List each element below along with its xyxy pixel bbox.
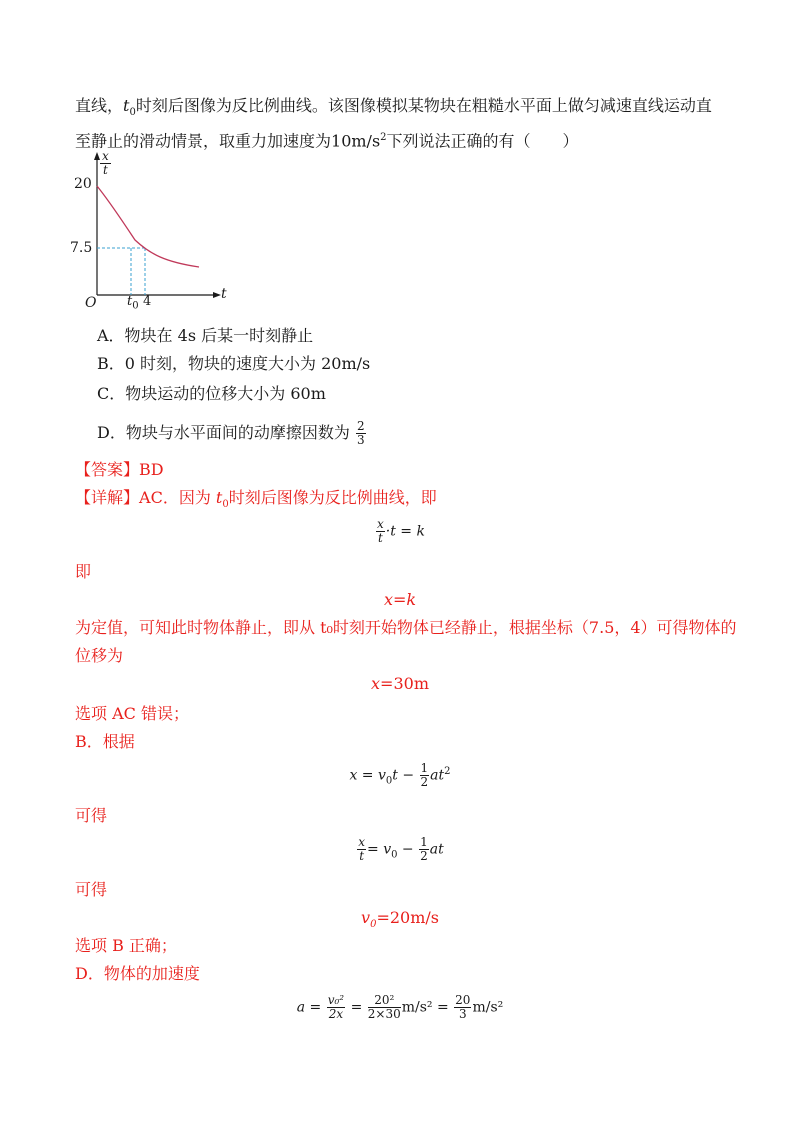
question-line-2: 至静止的滑动情景，取重力加速度为$10m/s^2$下列说法正确的有（ ） [75, 131, 579, 151]
option-a: A．物块在 4s 后某一时刻静止 [97, 326, 314, 345]
equation-4: $x = v_0t$ − $\frac{1}{2}$ $at^2$ [349, 761, 451, 789]
y-tick-7.5: 7.5 [70, 240, 93, 256]
x-axis-label: t [221, 286, 227, 302]
explain-line-8: D．物体的加速度 [75, 964, 200, 983]
equation-5: $\frac{x}{t}$ = $v_0$ − $\frac{1}{2}$ at [358, 835, 444, 863]
equation-2: x=k [383, 590, 417, 609]
option-d-fraction: $\frac{2}{3}$ [356, 419, 365, 447]
equation-7: a = $\frac{\text{v₀²}}{2x}$ = $\frac{\text{20²}}{2\times 30}$ m/s² = $\frac{20}{3}$ m/s² [296, 993, 504, 1021]
xt-graph [65, 150, 235, 310]
x-tick-4: 4 [143, 294, 152, 309]
explain-kede-1: 可得 [75, 806, 108, 825]
equation-6: $v_0=20m/s$ [361, 908, 439, 931]
x-axis-arrow [213, 292, 221, 298]
equation-1: $\frac{x}{t}$ ·t = k [377, 517, 425, 545]
explain-line-3: 为定值，可知此时物体静止，即从 t₀时刻开始物体已经静止，根据坐标（7.5，4）可得物体的 [75, 618, 737, 637]
explain-line-5: 选项 AC 错误； [75, 704, 189, 723]
graph-svg [65, 150, 235, 310]
y-tick-20: 20 [74, 176, 92, 192]
question-line-1: 直线，$t_0$时刻后图像为反比例曲线。该图像模拟某物块在粗糙水平面上做匀减速直线运动直 [75, 96, 712, 119]
explain-ji-1: 即 [75, 562, 92, 581]
option-d: D．物块与水平面间的动摩擦因数为 $\frac{2}{3}$ [97, 419, 365, 447]
x-tick-t0: $t_0$ [127, 294, 139, 312]
origin-label: O [85, 295, 97, 311]
explain-kede-2: 可得 [75, 880, 108, 899]
y-axis-label: x t [102, 149, 109, 177]
option-b: B．0 时刻，物块的速度大小为 20m/s [97, 354, 371, 373]
explain-line-4: 位移为 [75, 646, 124, 665]
curve [97, 186, 199, 267]
equation-3: x=30m [371, 674, 429, 693]
explain-line-7: 选项 B 正确； [75, 936, 177, 955]
explain-line-6: B．根据 [75, 732, 135, 751]
explain-line-1: 【详解】AC．因为 $t_0$时刻后图像为反比例曲线，即 [75, 488, 437, 511]
answer-line: 【答案】BD [75, 460, 164, 479]
option-c: C．物块运动的位移大小为 60m [97, 384, 326, 403]
